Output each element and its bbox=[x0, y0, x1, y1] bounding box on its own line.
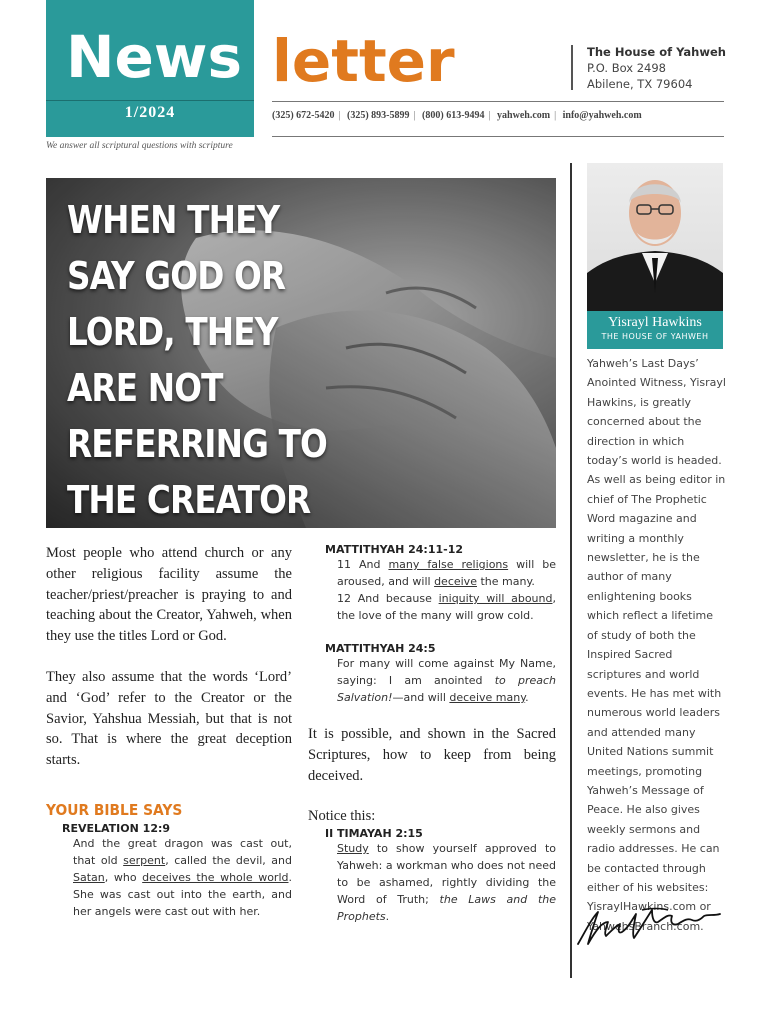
sidebar-divider bbox=[570, 163, 572, 978]
scripture-ref-matthew-2: MATTITHYAH 24:5 bbox=[325, 642, 436, 655]
section-heading: YOUR BIBLE SAYS bbox=[46, 800, 183, 819]
tagline: We answer all scriptural questions with scripture bbox=[46, 141, 233, 151]
email-link[interactable]: info@yahweh.com bbox=[562, 110, 642, 121]
address-org: The House of Yahweh bbox=[587, 45, 726, 59]
verse-matthew-12: 12 And because iniquity will abound, the love of the many will grow cold. bbox=[337, 592, 556, 622]
phone-1[interactable]: (325) 672-5420 bbox=[272, 110, 335, 121]
paragraph-notice: Notice this: bbox=[308, 808, 376, 825]
masthead-title-news: News bbox=[66, 23, 242, 91]
intro-paragraph-1: Most people who attend church or any other religious facility assume the teacher/priest/preacher is praying to and teaching about the Creator, Yahweh, when they use the titles Lord or God. bbox=[46, 545, 292, 645]
signature-graphic bbox=[572, 900, 728, 952]
issue-number: 1/2024 bbox=[124, 104, 176, 121]
author-portrait bbox=[587, 163, 723, 311]
portrait-illustration bbox=[587, 163, 723, 311]
scripture-ref-timothy: II TIMAYAH 2:15 bbox=[325, 827, 423, 841]
address-block bbox=[587, 44, 726, 92]
contact-bar: (325) 672-5420 | (325) 893-5899 | (800) 613-9494 | yahweh.com | info@yahweh.com bbox=[272, 110, 642, 121]
hero-title: WHEN THEY SAY GOD OR LORD, THEY ARE NOT REFERRING TO THE CREATOR bbox=[67, 198, 327, 522]
contact-rule-bottom bbox=[272, 136, 724, 137]
hero-image bbox=[46, 178, 556, 528]
masthead-title-letter: letter bbox=[272, 27, 455, 95]
author-name: Yisrayl Hawkins bbox=[608, 315, 702, 330]
phone-2[interactable]: (325) 893-5899 bbox=[347, 110, 410, 121]
address-divider bbox=[571, 45, 573, 90]
scripture-ref-revelation: REVELATION 12:9 bbox=[62, 821, 171, 835]
scripture-ref-matthew-1: MATTITHYAH 24:11-12 bbox=[325, 543, 464, 556]
intro-paragraph-2: They also assume that the words ‘Lord’ and ‘God’ refer to the Creator or the Savior, Yahshua Messiah, but that is not so. That is where the great deception starts. bbox=[46, 668, 292, 769]
verse-timothy: Study to show yourself approved to Yahweh: a workman who does not need to be ashamed, rightly dividing the Word of Truth; the Laws and the Prophets. bbox=[337, 842, 556, 924]
phone-3[interactable]: (800) 613-9494 bbox=[422, 110, 485, 121]
website-link[interactable]: yahweh.com bbox=[497, 110, 551, 121]
verse-matthew-5: For many will come against My Name, saying: I am anointed to preach Salvation!—and will deceive many. bbox=[337, 657, 556, 704]
column-left bbox=[46, 543, 292, 920]
author-name-bar bbox=[587, 311, 723, 349]
verse-matthew-11: 11 And many false religions will be aroused, and will deceive the many. bbox=[337, 558, 556, 588]
contact-rule-top bbox=[272, 101, 724, 102]
author-org: THE HOUSE OF YAHWEH bbox=[601, 332, 709, 341]
address-line2: Abilene, TX 79604 bbox=[587, 77, 693, 91]
masthead-divider bbox=[46, 100, 254, 101]
author-bio: Yahweh’s Last Days’ Anointed Witness, Yisrayl Hawkins, is greatly concerned about the direction in which today’s world is headed. As well as being editor in chief of The Prophetic Word magazine and writing a monthly newsletter, he is the author of many enlightening books which reflect a lifetime of study of both the Inspired Sacred scriptures and world events. He has met with numerous world leaders and attended many United Nations summit meetings, promoting Yahweh’s Message of Peace. He also gives weekly sermons and radio addresses. He can be contacted through either of his websites: YisraylHawkins.com or YahwehsBranch.com. bbox=[587, 357, 726, 933]
address-line1: P.O. Box 2498 bbox=[587, 61, 666, 75]
verse-revelation: And the great dragon was cast out, that old serpent, called the devil, and Satan, who deceives the whole world. She was cast out into the earth, and her angels were cast out with her. bbox=[73, 836, 293, 918]
column-middle bbox=[308, 543, 556, 925]
paragraph-possible: It is possible, and shown in the Sacred Scriptures, how to keep from being deceived. bbox=[308, 726, 556, 784]
